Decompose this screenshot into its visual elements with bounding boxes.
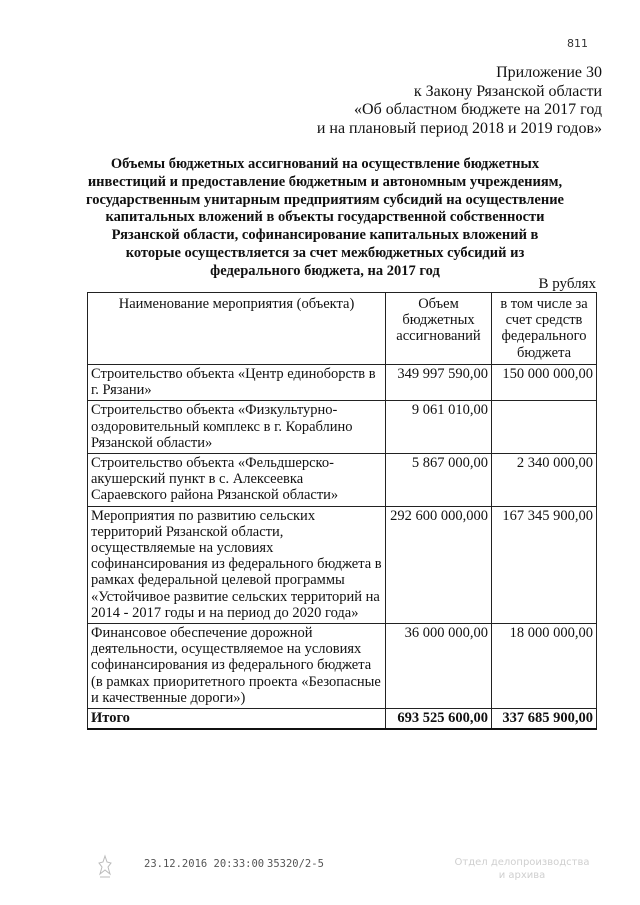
row-amount: 292 600 000,000: [386, 506, 492, 623]
total-label: Итого: [88, 709, 386, 730]
row-name: Строительство объекта «Фельдшерско-акушерский пункт в с. Алексеевка Сараевского района Рязанской области»: [88, 454, 386, 507]
row-federal: 18 000 000,00: [492, 624, 597, 709]
title-line: инвестиций и предоставление бюджетным и автономным учреждениям,: [87, 173, 563, 190]
row-federal: [492, 401, 597, 454]
row-name: Мероприятия по развитию сельских территорий Рязанской области, осуществляемые на условиях софинансирования из федерального бюджета в рамках федеральной целевой программы «Устойчивое развитие сельских территорий на 2014 - 2017 годы и на период до 2020 года»: [88, 506, 386, 623]
row-federal: 2 340 000,00: [492, 454, 597, 507]
appendix-header: [182, 64, 602, 138]
archive-watermark: [447, 856, 597, 882]
row-amount: 5 867 000,00: [386, 454, 492, 507]
document-title: [80, 156, 570, 281]
row-name: Строительство объекта «Центр единоборств в г. Рязани»: [88, 365, 386, 401]
title-line: федерального бюджета, на 2017 год: [210, 262, 440, 279]
title-line: Рязанской области, софинансирование капитальных вложений в: [111, 227, 539, 244]
total-amount: 693 525 600,00: [386, 709, 492, 730]
appendix-line: к Закону Рязанской области: [413, 82, 602, 100]
watermark-line: и архива: [498, 870, 546, 881]
title-line: Объемы бюджетных ассигнований на осуществление бюджетных: [110, 156, 540, 172]
total-federal: 337 685 900,00: [492, 709, 597, 730]
row-federal: 150 000 000,00: [492, 365, 597, 401]
title-line: капитальных вложений в объекты государственной собственности: [105, 209, 545, 226]
title-line: которые осуществляется за счет межбюджетных субсидий из: [125, 244, 525, 261]
row-federal: 167 345 900,00: [492, 506, 597, 623]
title-line: государственным унитарным предприятиям субсидий на осуществление: [85, 191, 564, 208]
table-row: [88, 401, 597, 454]
appendix-line: и на плановый период 2018 и 2019 годов»: [316, 119, 602, 137]
table-row: [88, 506, 597, 623]
watermark-line: Отдел делопроизводства: [454, 857, 590, 868]
footer-doc-code: 35320/2-5: [267, 858, 324, 870]
table-row: [88, 454, 597, 507]
row-amount: 9 061 010,00: [386, 401, 492, 454]
table-total-row: [88, 709, 597, 730]
header-federal: в том числе за счет средств федерального бюджета: [492, 293, 597, 365]
row-name: Финансовое обеспечение дорожной деятельности, осуществляемое на условиях софинансирования из федерального бюджета (в рамках приоритетного проекта «Безопасные и качественные дороги»): [88, 624, 386, 709]
page-footer: [0, 856, 640, 896]
table-row: [88, 624, 597, 709]
currency-unit: В рублях: [538, 276, 596, 292]
budget-table: [87, 292, 597, 730]
stamp-icon: [96, 854, 114, 880]
row-name: Строительство объекта «Физкультурно-оздоровительный комплекс в г. Кораблино Рязанской области»: [88, 401, 386, 454]
header-name: Наименование мероприятия (объекта): [88, 293, 386, 365]
footer-datetime: 23.12.2016 20:33:00: [144, 858, 265, 870]
row-amount: 349 997 590,00: [386, 365, 492, 401]
row-amount: 36 000 000,00: [386, 624, 492, 709]
header-amount: Объем бюджетных ассигнований: [386, 293, 492, 365]
appendix-line: «Об областном бюджете на 2017 год: [354, 101, 602, 118]
table-header-row: [88, 293, 597, 365]
table-row: [88, 365, 597, 401]
page-number: 811: [567, 37, 588, 50]
appendix-line: Приложение 30: [496, 64, 602, 81]
